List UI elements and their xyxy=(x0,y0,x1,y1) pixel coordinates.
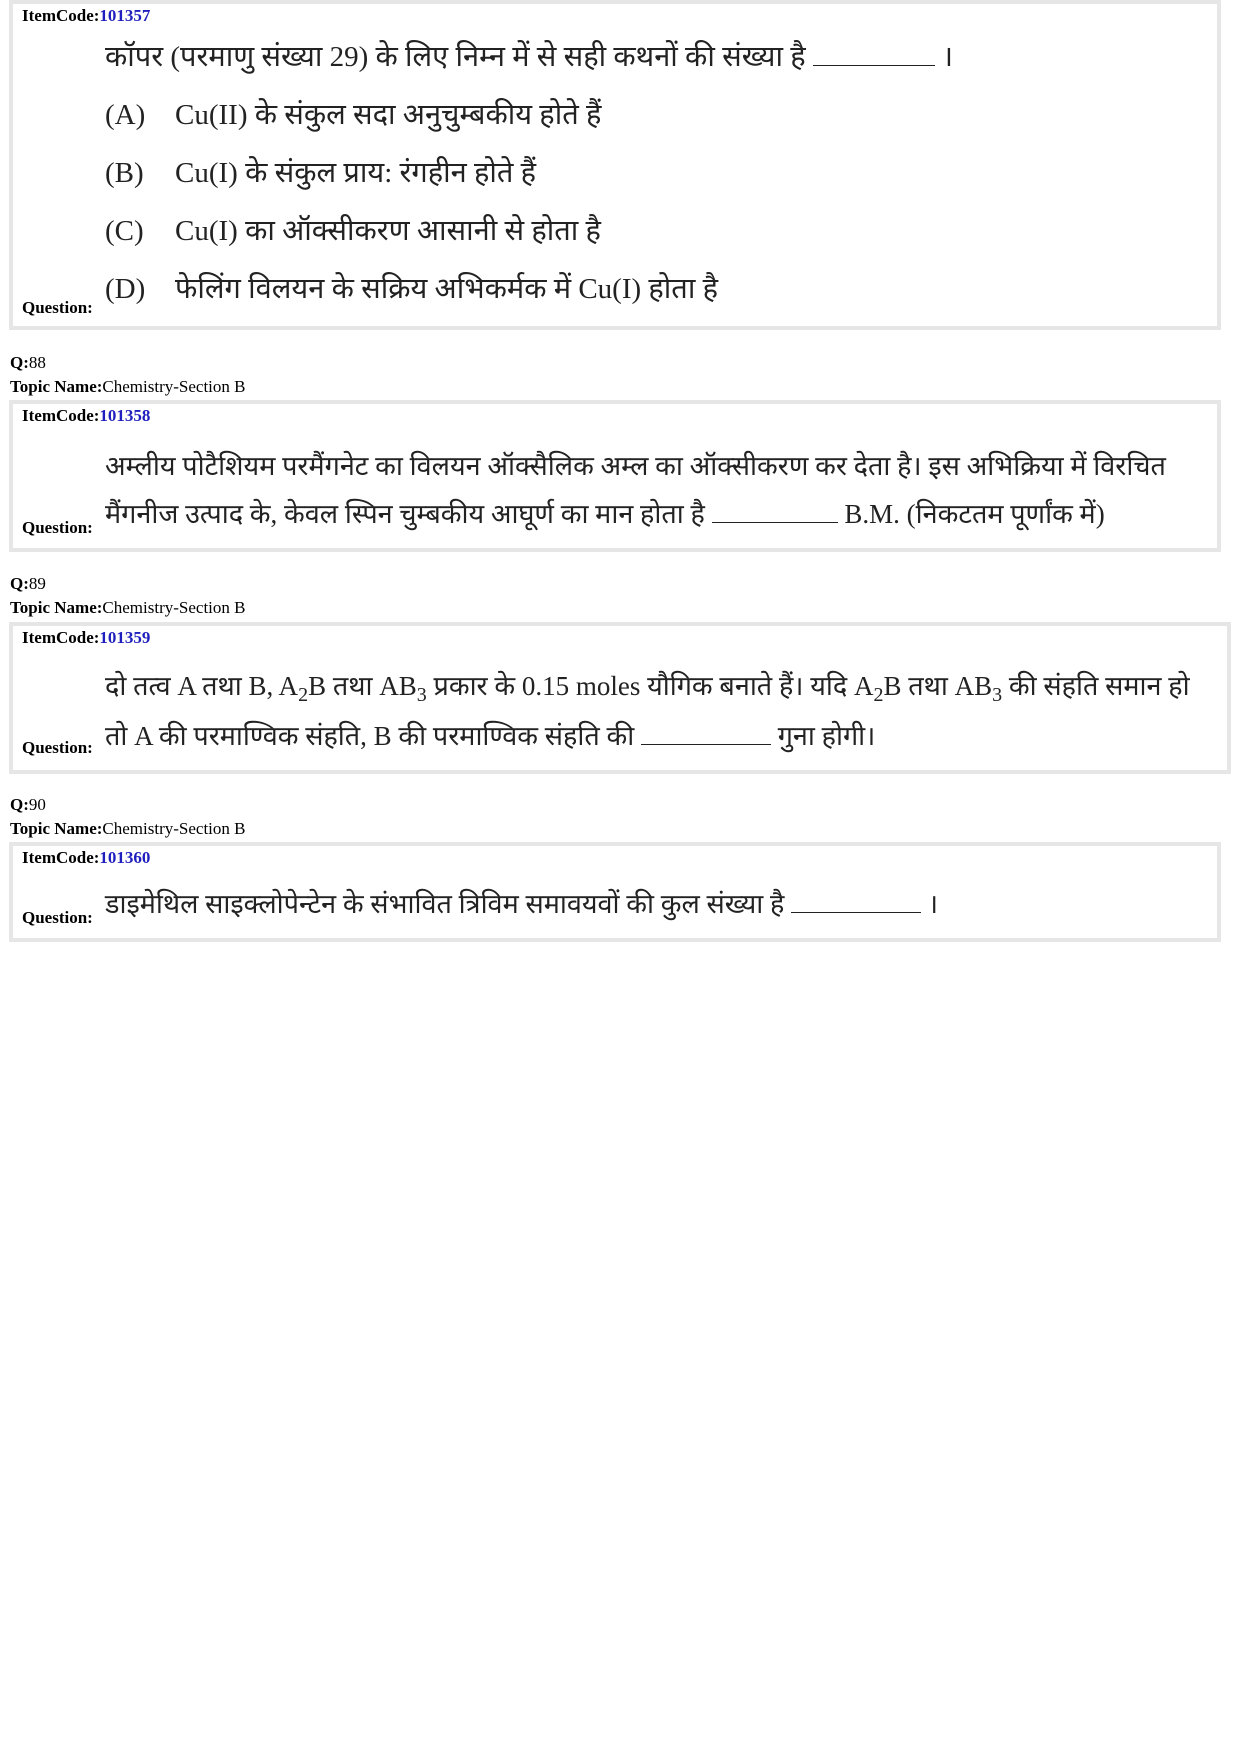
question-stem: कॉपर (परमाणु संख्या 29) के लिए निम्न में से सही कथनों की संख्या है । xyxy=(105,41,954,73)
question-line-1: अम्लीय पोटैशियम परमैंगनेट का विलयन ऑक्सैलिक अम्ल का ऑक्सीकरण कर देता है। इस अभिक्रिया में विरचित xyxy=(105,451,1166,481)
option-a: (A) Cu(II) के संकुल सदा अनुचुम्बकीय होते हैं xyxy=(105,99,602,131)
topic-name: Topic Name:Chemistry-Section B xyxy=(10,819,246,838)
item-code: ItemCode:101360 xyxy=(22,848,151,867)
item-code-value: 101357 xyxy=(99,6,151,25)
item-code-label: ItemCode: xyxy=(22,6,100,25)
topic-name: Topic Name:Chemistry-Section B xyxy=(10,598,246,617)
question-card-101358 xyxy=(9,400,1221,552)
question-line-1: दो तत्व A तथा B, $A_2B$ तथा $AB_3$ प्रकार के 0.15 moles यौगिक बनाते हैं। यदि $A_2B$ तथा $AB_3$ की संहति समान हो xyxy=(105,671,1190,706)
question-label: Question: xyxy=(22,298,93,317)
question-card-101360 xyxy=(9,842,1221,942)
question-label: Question: xyxy=(22,738,93,757)
question-card-101357 xyxy=(9,0,1221,330)
question-card-101359 xyxy=(9,622,1231,774)
answer-blank xyxy=(641,720,771,745)
item-code: ItemCode:101358 xyxy=(22,406,151,425)
question-number: Q:88 xyxy=(10,353,46,372)
item-code-value: 101359 xyxy=(99,628,151,647)
option-d: (D) फेलिंग विलयन के सक्रिय अभिकर्मक में Cu(I) होता है xyxy=(105,273,718,305)
question-number: Q:90 xyxy=(10,795,46,814)
answer-blank xyxy=(813,41,935,66)
option-c: (C) Cu(I) का ऑक्सीकरण आसानी से होता है xyxy=(105,215,601,247)
answer-blank xyxy=(791,888,921,913)
question-label: Question: xyxy=(22,908,93,927)
question-line-2: तो A की परमाण्विक संहति, B की परमाण्विक संहति की गुना होगी। xyxy=(105,721,876,751)
option-b: (B) Cu(I) के संकुल प्राय: रंगहीन होते हैं xyxy=(105,157,537,189)
topic-name: Topic Name:Chemistry-Section B xyxy=(10,377,246,396)
question-stem: डाइमेथिल साइक्लोपेन्टेन के संभावित त्रिविम समावयवों की कुल संख्या है । xyxy=(105,889,939,919)
item-code-value: 101360 xyxy=(99,848,151,867)
question-number: Q:89 xyxy=(10,574,46,593)
item-code xyxy=(22,6,150,26)
question-label: Question: xyxy=(22,518,93,537)
item-code-value: 101358 xyxy=(99,406,151,425)
answer-blank xyxy=(712,498,838,523)
question-line-2: मैंगनीज उत्पाद के, केवल स्पिन चुम्बकीय आघूर्ण का मान होता है B.M. (निकटतम पूर्णांक में) xyxy=(105,499,1105,529)
item-code: ItemCode:101359 xyxy=(22,628,151,647)
